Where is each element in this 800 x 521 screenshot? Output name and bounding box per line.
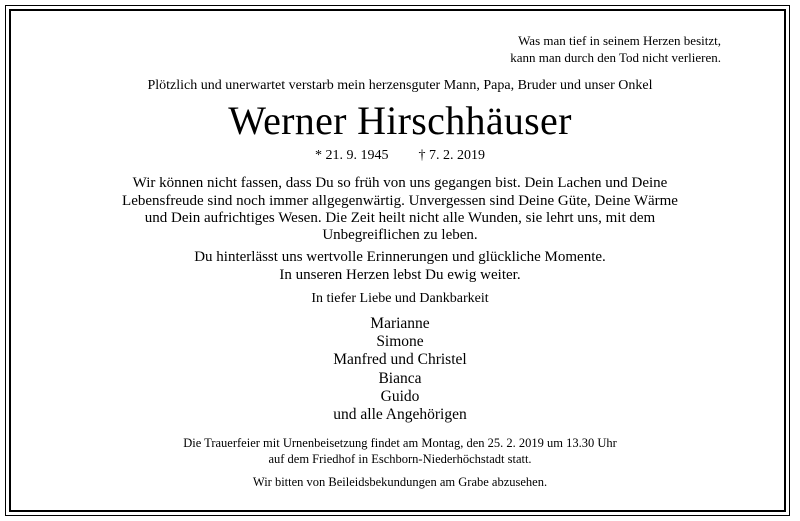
paragraph1-line-1: Wir können nicht fassen, dass Du so früh von uns gegangen bist. Dein Lachen und Deine: [132, 175, 668, 191]
signature-name: Simone: [376, 333, 424, 350]
signature-name: Guido: [380, 388, 420, 405]
signature-name: und alle Angehörigen: [333, 406, 467, 423]
funeral-line-2: auf dem Friedhof in Eschborn-Niederhöchstadt statt.: [268, 452, 532, 466]
funeral-line-1: Die Trauerfeier mit Urnenbeisetzung findet am Montag, den 25. 2. 2019 um 13.30 Uhr: [183, 436, 617, 450]
motto-line-2: kann man durch den Tod nicht verlieren.: [510, 50, 721, 65]
paragraph1-line-4: Unbegreiflichen zu leben.: [322, 227, 478, 243]
life-dates: [0, 149, 800, 163]
paragraph2-line-2: In unseren Herzen lebst Du ewig weiter.: [279, 267, 521, 283]
deceased-name: Werner Hirschhäuser: [228, 98, 572, 143]
signature-name: Bianca: [378, 370, 422, 387]
death-date: † 7. 2. 2019: [418, 148, 485, 163]
signature-name: Manfred und Christel: [333, 351, 467, 368]
intro-text: Plötzlich und unerwartet verstarb mein herzensguter Mann, Papa, Bruder und unser Onkel: [147, 78, 653, 93]
paragraph1-line-3: und Dein aufrichtiges Wesen. Die Zeit heilt nicht alle Wunden, sie lehrt uns, mit dem: [144, 210, 656, 226]
paragraph2-line-1: Du hinterlässt uns wertvolle Erinnerungen und glückliche Momente.: [194, 249, 606, 265]
signature-intro: In tiefer Liebe und Dankbarkeit: [311, 291, 489, 306]
paragraph1-line-2: Lebensfreude sind noch immer allgegenwärtig. Unvergessen sind Deine Güte, Deine Wärme: [122, 193, 678, 209]
closing-note: Wir bitten von Beileidsbekundungen am Grabe abzusehen.: [252, 475, 548, 489]
signature-name: Marianne: [370, 315, 430, 332]
birth-date: * 21. 9. 1945: [315, 148, 389, 163]
motto-line-1: Was man tief in seinem Herzen besitzt,: [518, 33, 721, 48]
